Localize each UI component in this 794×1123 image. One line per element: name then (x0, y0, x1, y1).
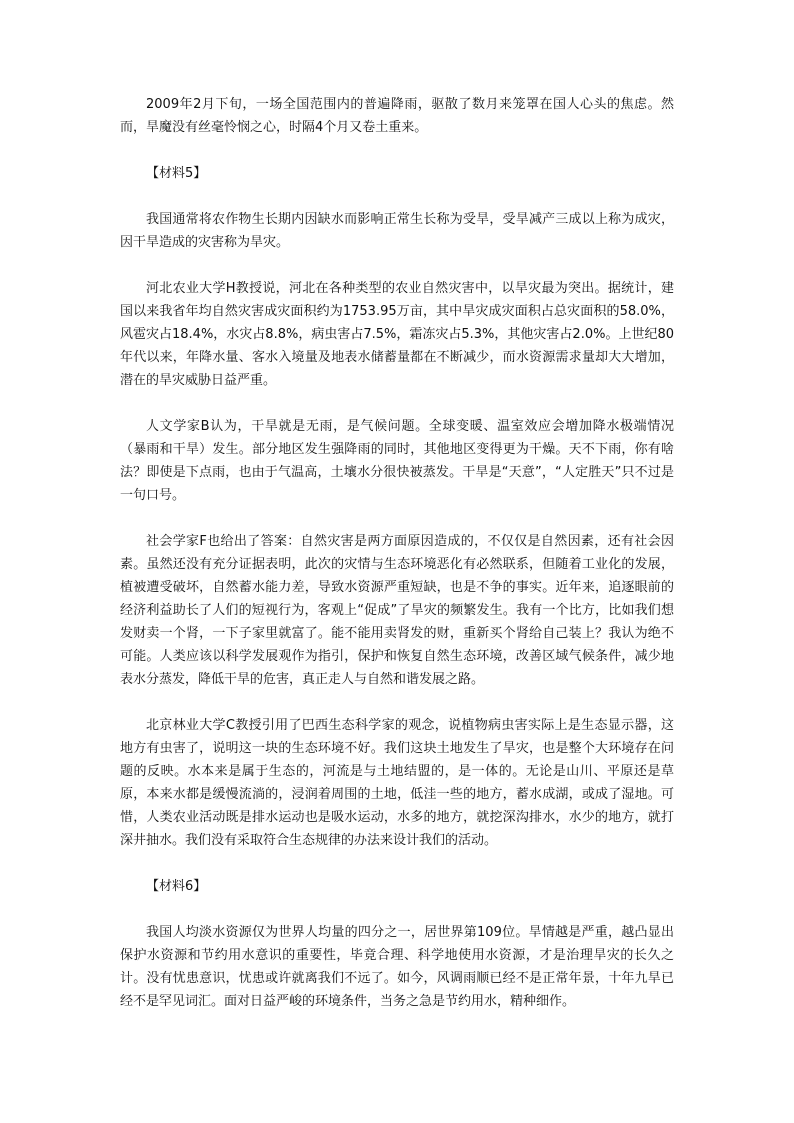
paragraph-professor-h: 河北农业大学H教授说，河北在各种类型的农业自然灾害中，以旱灾最为突出。据统计，建国以来我省年均自然灾害成灾面积约为1753.95万亩，其中旱灾成灾面积占总灾面积的58.0%，风雹灾占18.4%，水灾占8.8%，病虫害占7.5%，霜冻灾占5.3%，其他灾害占2.0%。上世纪80年代以来，年降水量、客水入境量及地表水储蓄量都在不断减少，而水资源需求量却大大增加，潜在的旱灾威胁日益严重。 (120, 281, 674, 388)
paragraph-drought-intro: 2009年2月下旬，一场全国范围内的普遍降雨，驱散了数月来笼罩在国人心头的焦虑。然而，旱魔没有丝毫怜悯之心，时隔4个月又卷土重来。 (120, 97, 674, 135)
paragraph-humanist-b: 人文学家B认为，干旱就是无雨，是气候问题。全球变暖、温室效应会增加降水极端情况（暴雨和干旱）发生。部分地区发生强降雨的同时，其他地区变得更为干燥。天不下雨，你有啥法？即使是下点雨，也由于气温高，土壤水分很快被蒸发。干旱是“天意”，“人定胜天”只不过是一句口号。 (120, 419, 674, 503)
material-6-heading: 【材料6】 (146, 879, 207, 894)
document-body (120, 93, 674, 1036)
paragraph-professor-c: 北京林业大学C教授引用了巴西生态科学家的观念，说植物病虫害实际上是生态显示器，这地方有虫害了，说明这一块的生态环境不好。我们这块土地发生了旱灾，也是整个大环境存在问题的反映。水本来是属于生态的，河流是与土地结盟的，是一体的。无论是山川、平原还是草原，本来水都是缓慢流淌的，浸润着周围的土地，低洼一些的地方，蓄水成湖，或成了湿地。可惜，人类农业活动既是排水运动也是吸水运动，水多的地方，就挖深沟排水，水少的地方，就打深井抽水。我们没有采取符合生态规律的办法来设计我们的活动。 (120, 718, 674, 848)
material-5-heading: 【材料5】 (146, 166, 207, 181)
paragraph-sociologist-f: 社会学家F也给出了答案：自然灾害是两方面原因造成的，不仅仅是自然因素，还有社会因素。虽然还没有充分证据表明，此次的灾情与生态环境恶化有必然联系，但随着工业化的发展，植被遭受破坏，自然蓄水能力差，导致水资源严重短缺，也是不争的事实。近年来，追逐眼前的经济利益助长了人们的短视行为，客观上“促成”了旱灾的频繁发生。我有一个比方，比如我们想发财卖一个肾，一下子家里就富了。能不能用卖肾发的财，重新买个肾给自己装上？我认为绝不可能。人类应该以科学发展观作为指引，保护和恢复自然生态环境，改善区域气候条件，减少地表水分蒸发，降低干旱的危害，真正走人与自然和谐发展之路。 (120, 534, 674, 687)
paragraph-water-resources: 我国人均淡水资源仅为世界人均量的四分之一，居世界第109位。旱情越是严重，越凸显出保护水资源和节约用水意识的重要性，毕竟合理、科学地使用水资源，才是治理旱灾的长久之计。没有忧患意识，忧患或许就离我们不远了。如今，风调雨顺已经不是正常年景，十年九旱已经不是罕见词汇。面对日益严峻的环境条件，当务之急是节约用水，精种细作。 (120, 925, 674, 1009)
paragraph-drought-definition: 我国通常将农作物生长期内因缺水而影响正常生长称为受旱，受旱减产三成以上称为成灾，因干旱造成的灾害称为旱灾。 (120, 212, 674, 250)
